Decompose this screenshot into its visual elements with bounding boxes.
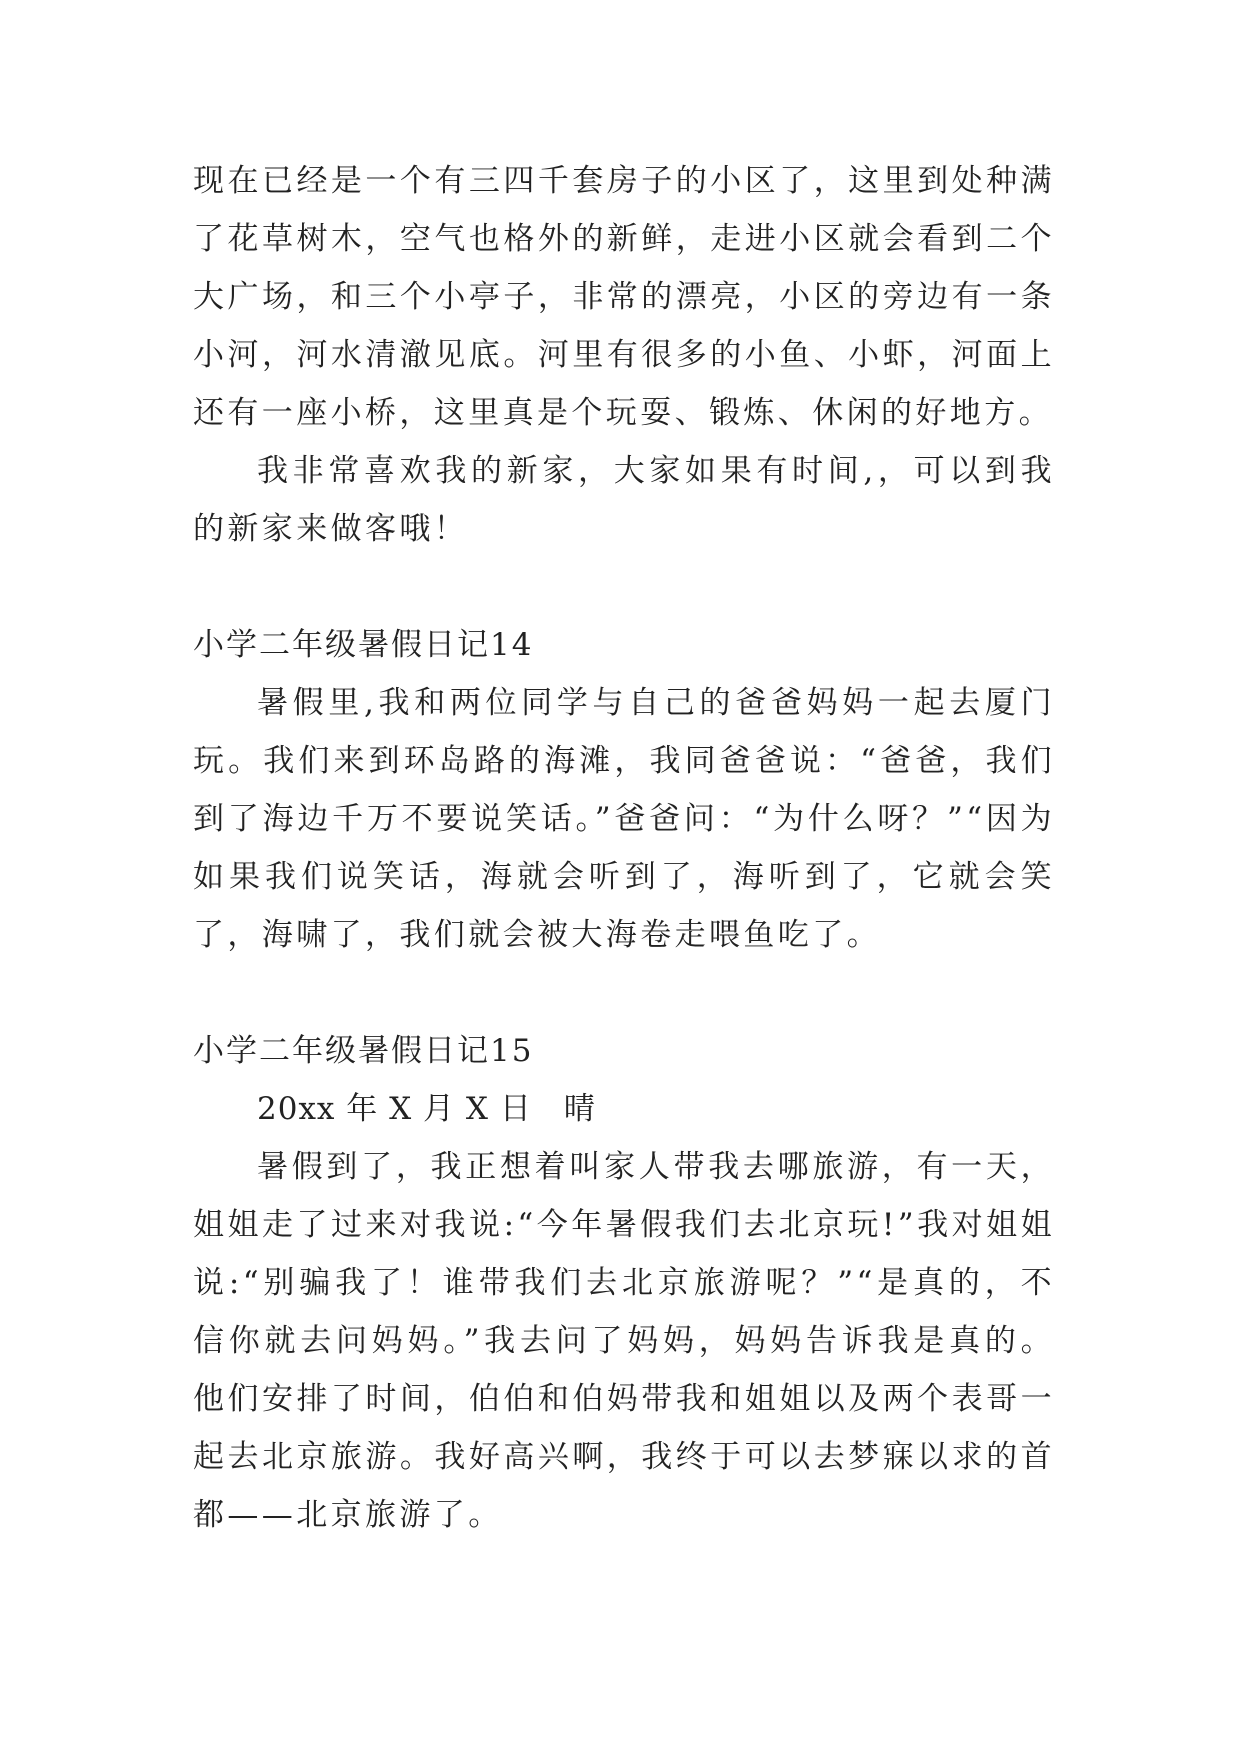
diary-14-title: 小学二年级暑假日记14 (193, 627, 534, 663)
document-body (193, 152, 1055, 1544)
intro-paragraph-2: 我非常喜欢我的新家，大家如果有时间,，可以到我的新家来做客哦！ (193, 453, 1055, 547)
diary-14-paragraph-1: 暑假里,我和两位同学与自己的爸爸妈妈一起去厦门玩。我们来到环岛路的海滩，我同爸爸说：“爸爸，我们到了海边千万不要说笑话。”爸爸问：“为什么呀？”“因为如果我们说笑话，海就会听到了，海听到了，它就会笑了，海啸了，我们就会被大海卷走喂鱼吃了。 (193, 685, 1055, 953)
intro-paragraph-1: 现在已经是一个有三四千套房子的小区了，这里到处种满了花草树木，空气也格外的新鲜，走进小区就会看到二个大广场，和三个小亭子，非常的漂亮，小区的旁边有一条小河，河水清澈见底。河里有很多的小鱼、小虾，河面上还有一座小桥，这里真是个玩耍、锻炼、休闲的好地方。 (193, 163, 1055, 431)
diary-15-date: 20xx 年 X 月 X 日 晴 (257, 1091, 596, 1127)
diary-15-title: 小学二年级暑假日记15 (193, 1033, 534, 1069)
diary-15-paragraph-1: 暑假到了，我正想着叫家人带我去哪旅游，有一天，姐姐走了过来对我说:“今年暑假我们去北京玩!”我对姐姐说:“别骗我了！谁带我们去北京旅游呢？”“是真的，不信你就去问妈妈。”我去问了妈妈，妈妈告诉我是真的。他们安排了时间，伯伯和伯妈带我和姐姐以及两个表哥一起去北京旅游。我好高兴啊，我终于可以去梦寐以求的首都——北京旅游了。 (193, 1149, 1055, 1533)
